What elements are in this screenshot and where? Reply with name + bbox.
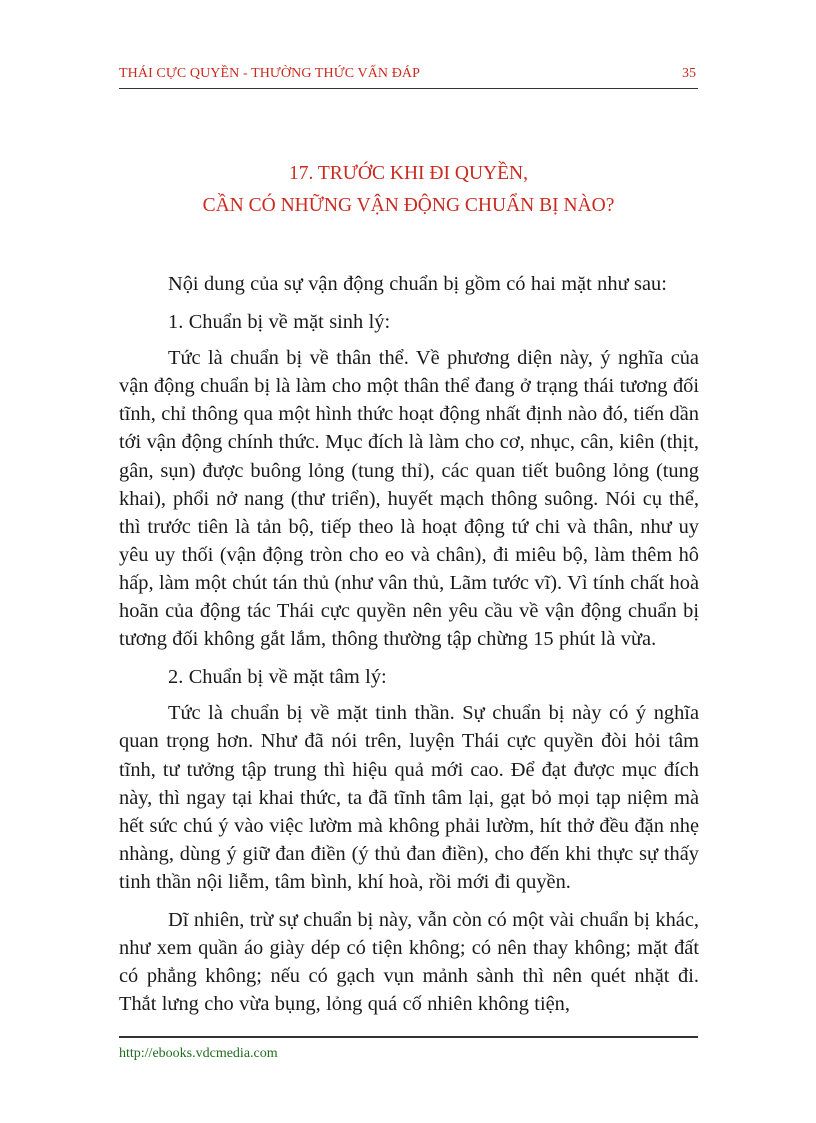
chapter-title xyxy=(119,158,698,222)
page-number: 35 xyxy=(682,66,696,81)
page-footer xyxy=(119,1036,698,1062)
body-text xyxy=(119,270,699,1028)
intro-paragraph: Nội dung của sự vận động chuẩn bị gồm có hai mặt như sau: xyxy=(168,273,667,295)
section-heading-physiology: 1. Chuẩn bị về mặt sinh lý: xyxy=(168,311,391,334)
footer-url-link[interactable]: http://ebooks.vdcmedia.com xyxy=(119,1046,278,1061)
chapter-title-line-1: 17. TRƯỚC KHI ĐI QUYỀN, xyxy=(288,163,528,184)
section-heading-psychology: 2. Chuẩn bị về mặt tâm lý: xyxy=(168,666,387,689)
other-preparation-paragraph: Dĩ nhiên, trừ sự chuẩn bị này, vẫn còn có một vài chuẩn bị khác, như xem quần áo giày dép có tiện không; có nên thay không; mặt đất có phẳng không; nếu có gạch vụn mảnh sành thì nên quét nhặt đi. Thắt lưng cho vừa bụng, lỏng quá cố nhiên không tiện, xyxy=(119,908,699,1016)
page-header xyxy=(119,66,698,89)
psychology-paragraph: Tức là chuẩn bị về mặt tinh thần. Sự chuẩn bị này có ý nghĩa quan trọng hơn. Như đã nói trên, luyện Thái cực quyền đòi hỏi tâm tĩnh, tư tưởng tập trung thì hiệu quả mới cao. Để đạt được mục đích này, thì ngay tại khai thức, ta đã tĩnh tâm lại, gạt bỏ mọi tạp niệm mà hết sức chú ý vào việc lườm mà không phải lườm, hít thở đều đặn nhẹ nhàng, dùng ý giữ đan điền (ý thủ đan điền), cho đến khi thực sự thấy tinh thần nội liễm, tâm bình, khí hoà, rồi mới đi quyền. xyxy=(119,702,699,893)
running-title: THÁI CỰC QUYỀN - THƯỜNG THỨC VẤN ĐÁP xyxy=(119,66,421,81)
physiology-paragraph: Tức là chuẩn bị về thân thể. Về phương diện này, ý nghĩa của vận động chuẩn bị là làm cho một thân thể đang ở trạng thái tương đối tĩnh, chỉ thông qua một hình thức hoạt động nhất định nào đó, tiến dần tới vận động chính thức. Mục đích là làm cho cơ, nhục, cân, kiên (thịt, gân, sụn) được buông lỏng (tung thỉ), các quan tiết buông lỏng (tung khai), phổi nở nang (thư triển), huyết mạch thông suông. Nói cụ thể, thì trước tiên là tản bộ, tiếp theo là hoạt động tứ chi và thân, như uy yêu uy thối (vận động tròn cho eo và chân), đi miêu bộ, làm thêm hô hấp, làm một chút tán thủ (như vân thủ, Lãm tước vĩ). Vì tính chất hoà hoãn của động tác Thái cực quyền nên yêu cầu về vận động chuẩn bị tương đối không gắt lắm, thông thường tập chừng 15 phút là vừa. xyxy=(119,347,699,651)
chapter-title-line-2: CẦN CÓ NHỮNG VẬN ĐỘNG CHUẨN BỊ NÀO? xyxy=(202,195,615,216)
